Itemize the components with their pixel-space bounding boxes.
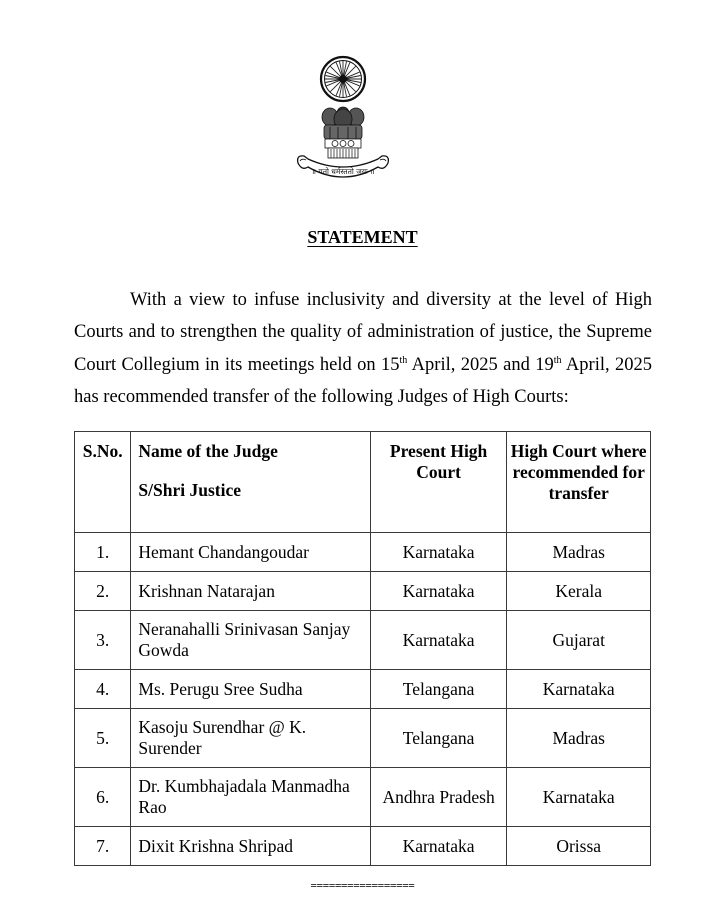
header-judge-name (131, 432, 370, 533)
end-divider: ================= (310, 880, 415, 892)
paragraph-text: April, 2025 and 19 (407, 354, 554, 375)
cell-judge-name: Dr. Kumbhajadala Manmadha Rao (131, 768, 370, 827)
cell-serial-number: 4. (75, 670, 131, 709)
cell-recommended-high-court: Kerala (507, 572, 651, 611)
cell-recommended-high-court: Madras (507, 533, 651, 572)
paragraph-text: April, 2025 has recommended transfer of the following Judges of High Courts: (74, 354, 652, 407)
table-row (75, 709, 651, 768)
cell-recommended-high-court: Madras (507, 709, 651, 768)
cell-recommended-high-court: Gujarat (507, 611, 651, 670)
motto-scroll-icon (298, 156, 389, 177)
cell-serial-number: 3. (75, 611, 131, 670)
document-title: STATEMENT (307, 227, 418, 247)
header-serial-number: S.No. (75, 432, 131, 533)
header-present-high-court: Present High Court (370, 432, 507, 533)
table-row (75, 827, 651, 866)
cell-present-high-court: Karnataka (370, 572, 507, 611)
cell-judge-name: Hemant Chandangoudar (131, 533, 370, 572)
table-row (75, 670, 651, 709)
cell-present-high-court: Karnataka (370, 533, 507, 572)
cell-recommended-high-court: Orissa (507, 827, 651, 866)
ordinal-suffix: th (399, 354, 408, 366)
header-judge-name-sublabel: S/Shri Justice (138, 480, 241, 500)
cell-judge-name: Krishnan Natarajan (131, 572, 370, 611)
dharma-chakra-icon (321, 57, 365, 101)
cell-recommended-high-court: Karnataka (507, 768, 651, 827)
cell-serial-number: 2. (75, 572, 131, 611)
cell-present-high-court: Telangana (370, 709, 507, 768)
lion-capital-icon (322, 107, 364, 158)
cell-present-high-court: Telangana (370, 670, 507, 709)
table-row (75, 611, 651, 670)
judges-transfer-table (74, 431, 651, 866)
cell-judge-name: Ms. Perugu Sree Sudha (131, 670, 370, 709)
table-row (75, 533, 651, 572)
ordinal-suffix: th (553, 354, 562, 366)
cell-serial-number: 6. (75, 768, 131, 827)
table-row (75, 572, 651, 611)
supreme-court-emblem-icon (292, 55, 394, 185)
header-recommended-high-court: High Court where recommended for transfer (507, 432, 651, 533)
cell-serial-number: 1. (75, 533, 131, 572)
cell-present-high-court: Andhra Pradesh (370, 768, 507, 827)
header-judge-name-label: Name of the Judge (138, 441, 278, 461)
paragraph-text: With a view to infuse inclusivity and diversity at the level of High Courts and to strengthen the quality of administration of justice, the Supreme Court Collegium in its meetings held on 15 (74, 290, 652, 375)
table-row (75, 768, 651, 827)
cell-judge-name: Kasoju Surendhar @ K. Surender (131, 709, 370, 768)
cell-present-high-court: Karnataka (370, 611, 507, 670)
svg-text:॥ यतो धर्मस्ततो जयः ॥: ॥ यतो धर्मस्ततो जयः ॥ (311, 167, 375, 176)
cell-recommended-high-court: Karnataka (507, 670, 651, 709)
cell-serial-number: 5. (75, 709, 131, 768)
cell-present-high-court: Karnataka (370, 827, 507, 866)
statement-paragraph (74, 284, 652, 413)
table-header-row (75, 432, 651, 533)
cell-judge-name: Neranahalli Srinivasan Sanjay Gowda (131, 611, 370, 670)
cell-serial-number: 7. (75, 827, 131, 866)
cell-judge-name: Dixit Krishna Shripad (131, 827, 370, 866)
